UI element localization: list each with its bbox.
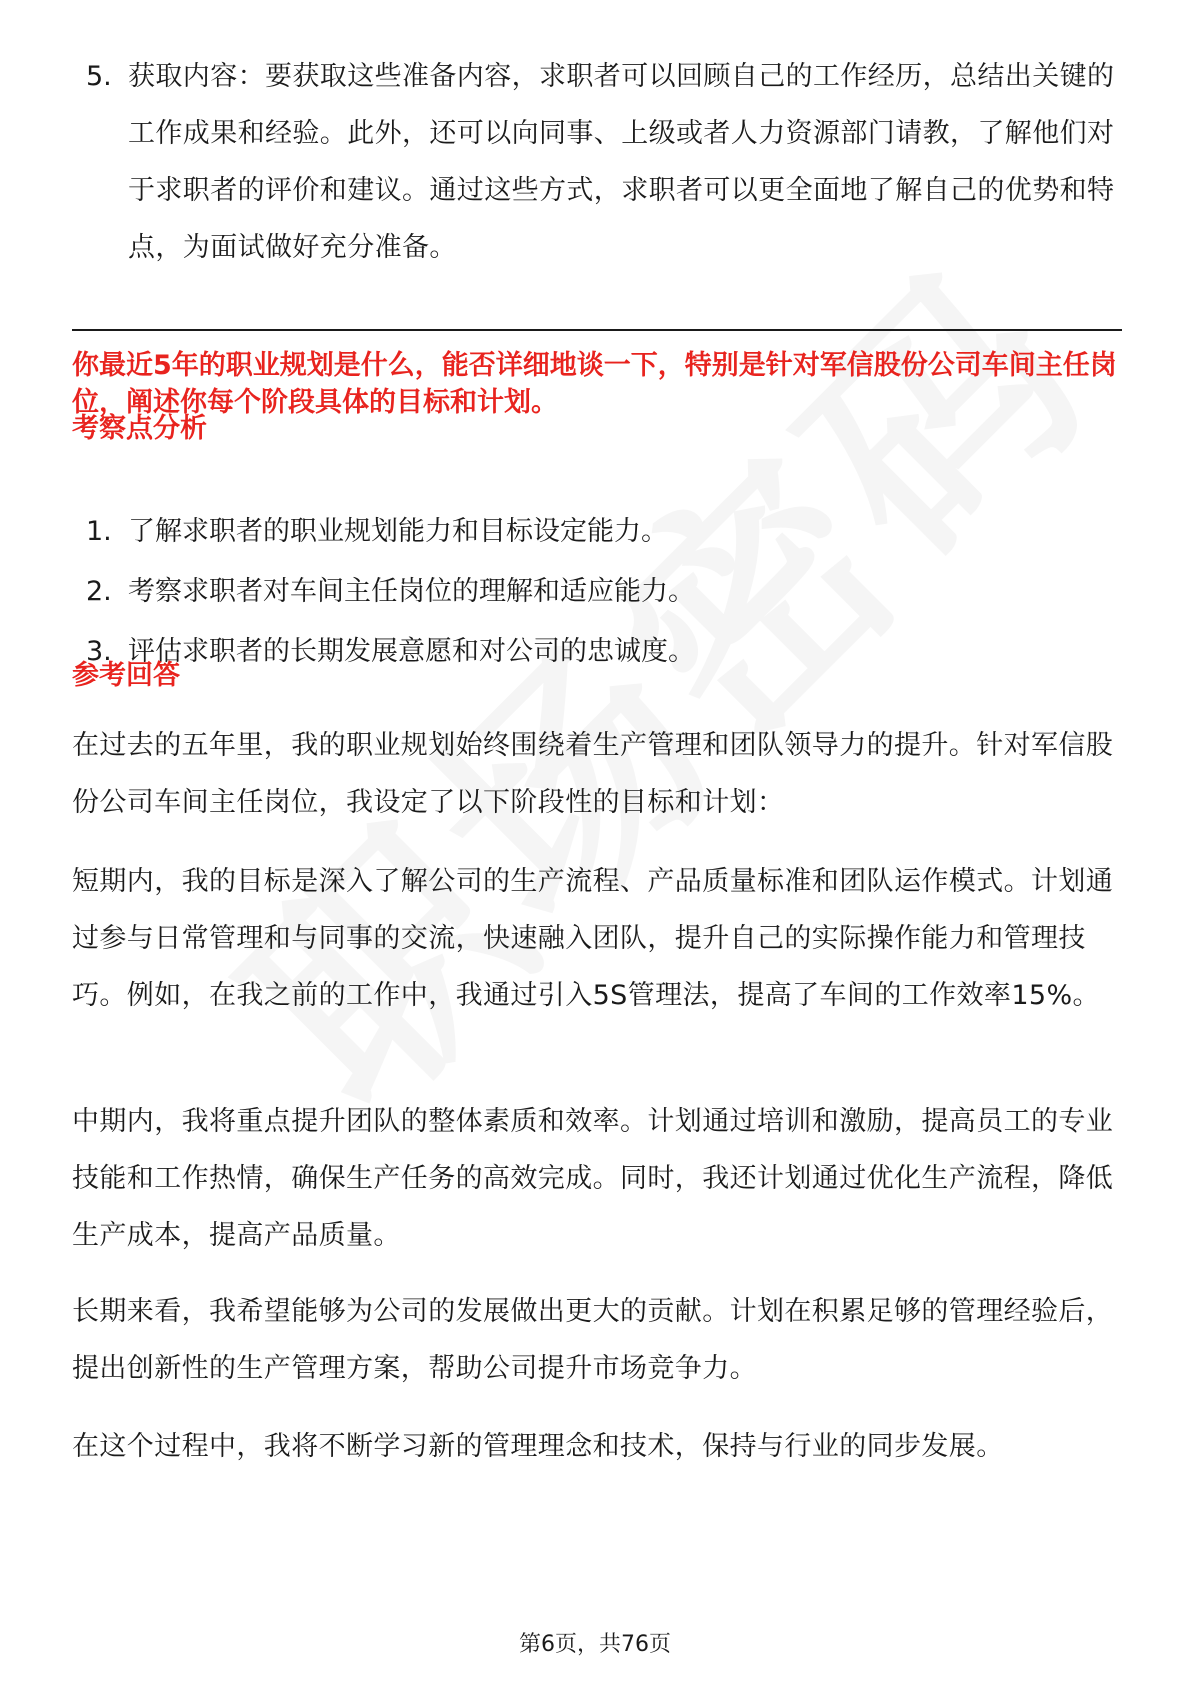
answer-paragraph: 短期内，我的目标是深入了解公司的生产流程、产品质量标准和团队运作模式。计划通过参与日常管理和与同事的交流，快速融入团队，提升自己的实际操作能力和管理技巧。例如，在我之前的工作中，我通过引入5S管理法，提高了车间的工作效率15%。: [72, 866, 1114, 1011]
list-item-number: 3.: [86, 636, 112, 667]
answer-paragraph: 中期内，我将重点提升团队的整体素质和效率。计划通过培训和激励，提高员工的专业技能和工作热情，确保生产任务的高效完成。同时，我还计划通过优化生产流程，降低生产成本，提高产品质量。: [72, 1106, 1114, 1251]
answer-paragraph: 长期来看，我希望能够为公司的发展做出更大的贡献。计划在积累足够的管理经验后，提出创新性的生产管理方案，帮助公司提升市场竞争力。: [72, 1296, 1114, 1384]
answer-heading: 参考回答: [72, 660, 180, 691]
analysis-list: [86, 512, 1116, 692]
list-item: [86, 632, 1116, 692]
page-number: 第6页，共76页: [519, 1632, 671, 1657]
answer-paragraph: 在过去的五年里，我的职业规划始终围绕着生产管理和团队领导力的提升。针对军信股份公司车间主任岗位，我设定了以下阶段性的目标和计划：: [72, 730, 1114, 818]
list-item-text: 了解求职者的职业规划能力和目标设定能力。: [128, 516, 668, 547]
list-item: [86, 572, 1116, 632]
list-item-text: 考察求职者对车间主任岗位的理解和适应能力。: [128, 576, 695, 607]
section-divider: [72, 329, 1122, 331]
list-item-number: 1.: [86, 516, 112, 547]
answer-paragraph: 在这个过程中，我将不断学习新的管理理念和技术，保持与行业的同步发展。: [72, 1431, 1004, 1462]
list-item: [86, 512, 1116, 572]
list-item-number: 2.: [86, 576, 112, 607]
list-item-number: 5.: [86, 61, 112, 92]
interview-question: 你最近5年的职业规划是什么，能否详细地谈一下，特别是针对军信股份公司车间主任岗位，阐述你每个阶段具体的目标和计划。: [72, 350, 1117, 418]
list-item-continued: [86, 48, 1116, 276]
list-item-text: 获取内容：要获取这些准备内容，求职者可以回顾自己的工作经历，总结出关键的工作成果和经验。此外，还可以向同事、上级或者人力资源部门请教，了解他们对于求职者的评价和建议。通过这些方式，求职者可以更全面地了解自己的优势和特点，为面试做好充分准备。: [128, 61, 1115, 263]
analysis-heading: 考察点分析: [72, 413, 207, 444]
list-item-text: 评估求职者的长期发展意愿和对公司的忠诚度。: [128, 636, 695, 667]
